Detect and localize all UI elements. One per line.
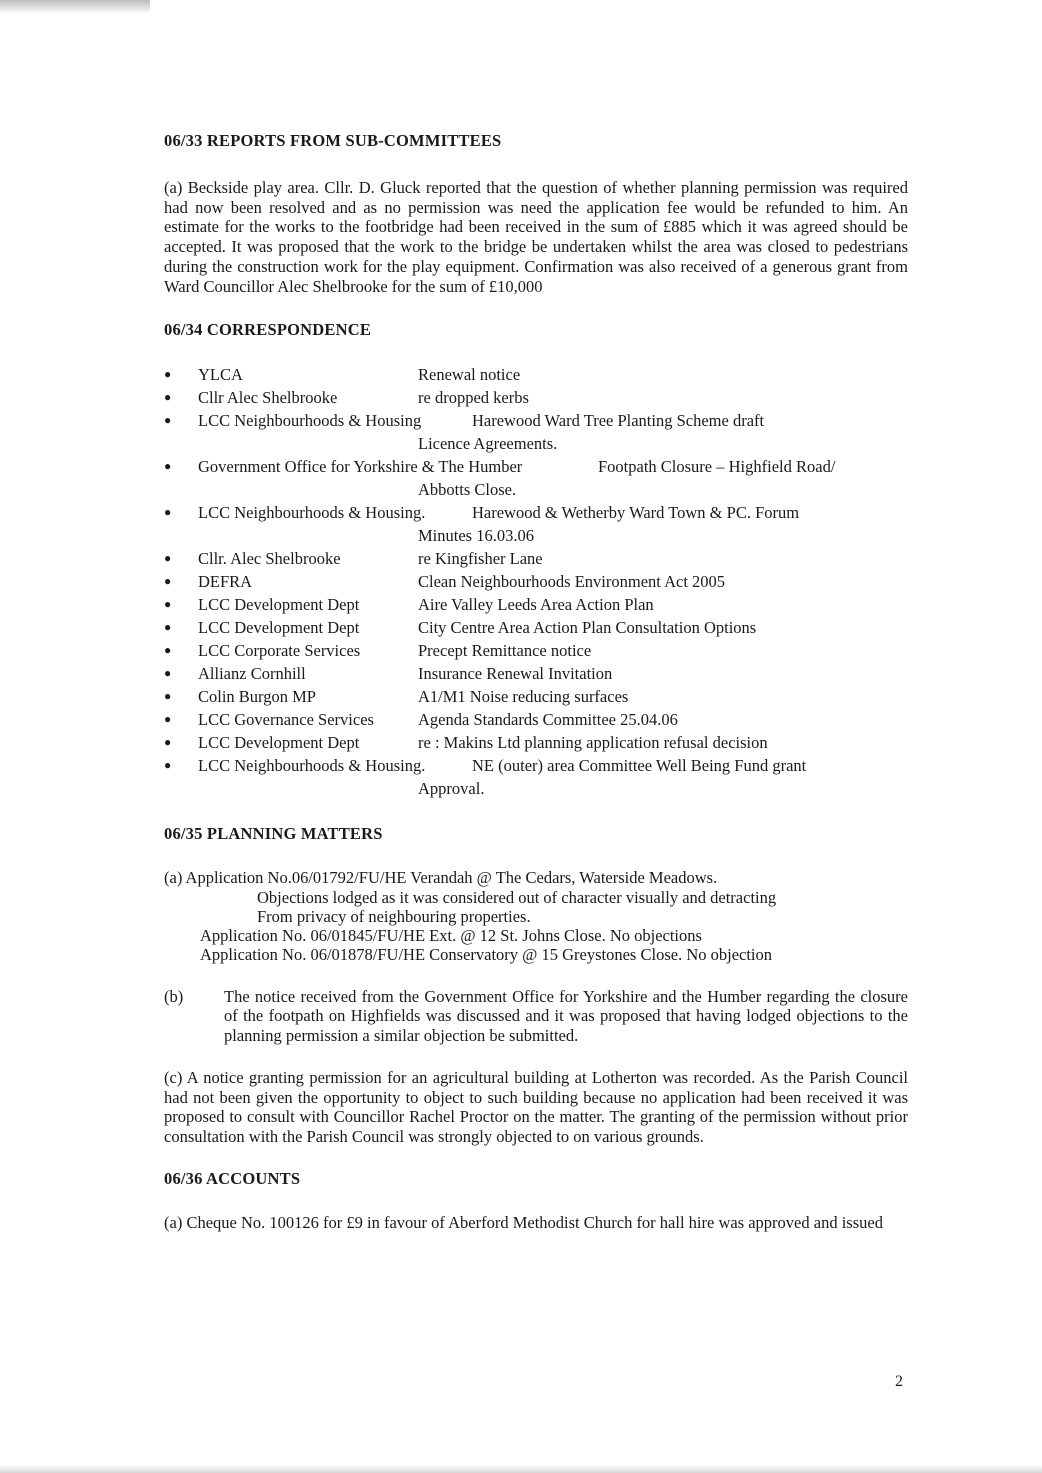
correspondence-subject: Clean Neighbourhoods Environment Act 2005 bbox=[418, 572, 726, 592]
correspondence-from: LCC Neighbourhoods & Housing bbox=[198, 411, 422, 431]
bullet-icon: ● bbox=[164, 459, 172, 474]
planning-a-line-4: Application No. 06/01845/FU/HE Ext. @ 12 St. Johns Close. No objections bbox=[200, 926, 702, 946]
correspondence-from: LCC Development Dept bbox=[198, 733, 360, 753]
correspondence-item bbox=[164, 455, 908, 501]
correspondence-subject: Aire Valley Leeds Area Action Plan bbox=[418, 595, 654, 615]
planning-item-b bbox=[164, 987, 908, 1046]
planning-a-line-1: (a) Application No.06/01792/FU/HE Verandah @ The Cedars, Waterside Meadows. bbox=[164, 868, 718, 888]
correspondence-from: LCC Development Dept bbox=[198, 595, 360, 615]
section-heading-correspondence: 06/34 CORRESPONDENCE bbox=[164, 320, 372, 340]
correspondence-subject: Insurance Renewal Invitation bbox=[418, 664, 613, 684]
correspondence-list bbox=[164, 363, 908, 800]
correspondence-item bbox=[164, 731, 908, 754]
correspondence-item bbox=[164, 409, 908, 455]
bullet-icon: ● bbox=[164, 597, 172, 612]
correspondence-from: Allianz Cornhill bbox=[198, 664, 306, 684]
correspondence-from: DEFRA bbox=[198, 572, 253, 592]
bullet-icon: ● bbox=[164, 551, 172, 566]
bullet-icon: ● bbox=[164, 758, 172, 773]
correspondence-subject: Harewood & Wetherby Ward Town & PC. Forum bbox=[472, 503, 800, 523]
accounts-paragraph-a: (a) Cheque No. 100126 for £9 in favour of Aberford Methodist Church for hall hire was approved and issued bbox=[164, 1212, 883, 1232]
bullet-icon: ● bbox=[164, 390, 172, 405]
minutes-content bbox=[164, 131, 908, 1232]
section-heading-accounts: 06/36 ACCOUNTS bbox=[164, 1168, 301, 1188]
bullet-icon: ● bbox=[164, 666, 172, 681]
section-heading-planning: 06/35 PLANNING MATTERS bbox=[164, 824, 383, 844]
correspondence-item bbox=[164, 754, 908, 800]
reports-paragraph-a: (a) Beckside play area. Cllr. D. Gluck reported that the question of whether planning permission was required had now been resolved and as no permission was need the application fee would be refunded to him. An estimate for the works to the footbridge had been received in the sum of £885 which it was agreed should be accepted. It was proposed that the work to the bridge be undertaken whilst the area was closed to pedestrians during the construction work for the play equipment. Confirmation was also received of a generous grant from Ward Councillor Alec Shelbrooke for the sum of £10,000 bbox=[164, 178, 908, 296]
correspondence-from: Cllr. Alec Shelbrooke bbox=[198, 549, 341, 569]
correspondence-from: Cllr Alec Shelbrooke bbox=[198, 388, 338, 408]
correspondence-from: LCC Neighbourhoods & Housing. bbox=[198, 756, 426, 776]
correspondence-item bbox=[164, 593, 908, 616]
bullet-icon: ● bbox=[164, 735, 172, 750]
bullet-icon: ● bbox=[164, 643, 172, 658]
section-heading-reports: 06/33 REPORTS FROM SUB-COMMITTEES bbox=[164, 131, 502, 150]
correspondence-subject: Renewal notice bbox=[418, 365, 521, 385]
correspondence-subject-continued: Licence Agreements. bbox=[418, 434, 558, 454]
correspondence-item bbox=[164, 616, 908, 639]
bullet-icon: ● bbox=[164, 413, 172, 428]
scan-bottom-shadow bbox=[0, 1465, 1042, 1473]
correspondence-subject-continued: Abbotts Close. bbox=[418, 480, 517, 500]
correspondence-from: LCC Corporate Services bbox=[198, 641, 361, 661]
correspondence-subject: re : Makins Ltd planning application refusal decision bbox=[418, 733, 768, 753]
correspondence-item bbox=[164, 547, 908, 570]
bullet-icon: ● bbox=[164, 620, 172, 635]
planning-a-line-3: From privacy of neighbouring properties. bbox=[257, 906, 531, 926]
correspondence-item bbox=[164, 708, 908, 731]
correspondence-subject: Footpath Closure – Highfield Road/ bbox=[598, 457, 836, 477]
planning-item-c: (c) A notice granting permission for an agricultural building at Lotherton was recorded. As the Parish Council had not been given the opportunity to object to such building because no application had been received it was proposed to consult with Councillor Rachel Proctor on the matter. The granting of the permission without prior consultation with the Parish Council was strongly objected to on various grounds. bbox=[164, 1067, 908, 1146]
correspondence-item bbox=[164, 639, 908, 662]
correspondence-from: Government Office for Yorkshire & The Humber bbox=[198, 457, 523, 477]
bullet-icon: ● bbox=[164, 505, 172, 520]
correspondence-item bbox=[164, 501, 908, 547]
bullet-icon: ● bbox=[164, 574, 172, 589]
correspondence-subject: Harewood Ward Tree Planting Scheme draft bbox=[472, 411, 765, 431]
correspondence-subject: NE (outer) area Committee Well Being Fund grant bbox=[472, 756, 807, 776]
correspondence-from: LCC Governance Services bbox=[198, 710, 374, 730]
correspondence-subject: re dropped kerbs bbox=[418, 388, 529, 408]
page-number: 2 bbox=[895, 1373, 903, 1390]
correspondence-from: LCC Development Dept bbox=[198, 618, 360, 638]
correspondence-item bbox=[164, 363, 908, 386]
correspondence-from: LCC Neighbourhoods & Housing. bbox=[198, 503, 426, 523]
planning-b-label: (b) bbox=[164, 986, 184, 1006]
correspondence-subject-continued: Minutes 16.03.06 bbox=[418, 526, 534, 546]
correspondence-subject: Precept Remittance notice bbox=[418, 641, 592, 661]
correspondence-item bbox=[164, 685, 908, 708]
bullet-icon: ● bbox=[164, 689, 172, 704]
scan-edge-shadow bbox=[0, 0, 150, 14]
planning-b-text: The notice received from the Government Office for Yorkshire and the Humber regarding the closure of the footpath on Highfields was discussed and it was proposed that having lodged objections to the planning permission a similar objection be submitted. bbox=[224, 986, 908, 1046]
correspondence-subject: City Centre Area Action Plan Consultation Options bbox=[418, 618, 757, 638]
bullet-icon: ● bbox=[164, 712, 172, 727]
correspondence-subject-continued: Approval. bbox=[418, 779, 485, 799]
planning-a-line-2: Objections lodged as it was considered out of character visually and detracting bbox=[257, 887, 777, 907]
correspondence-subject: A1/M1 Noise reducing surfaces bbox=[418, 687, 629, 707]
correspondence-item bbox=[164, 570, 908, 593]
correspondence-subject: re Kingfisher Lane bbox=[418, 549, 543, 569]
correspondence-subject: Agenda Standards Committee 25.04.06 bbox=[418, 710, 678, 730]
correspondence-item bbox=[164, 662, 908, 685]
correspondence-from: Colin Burgon MP bbox=[198, 687, 316, 707]
bullet-icon: ● bbox=[164, 367, 172, 382]
planning-item-a bbox=[164, 868, 908, 964]
correspondence-item bbox=[164, 386, 908, 409]
planning-a-line-5: Application No. 06/01878/FU/HE Conservatory @ 15 Greystones Close. No objection bbox=[200, 945, 773, 965]
correspondence-from: YLCA bbox=[198, 365, 243, 385]
